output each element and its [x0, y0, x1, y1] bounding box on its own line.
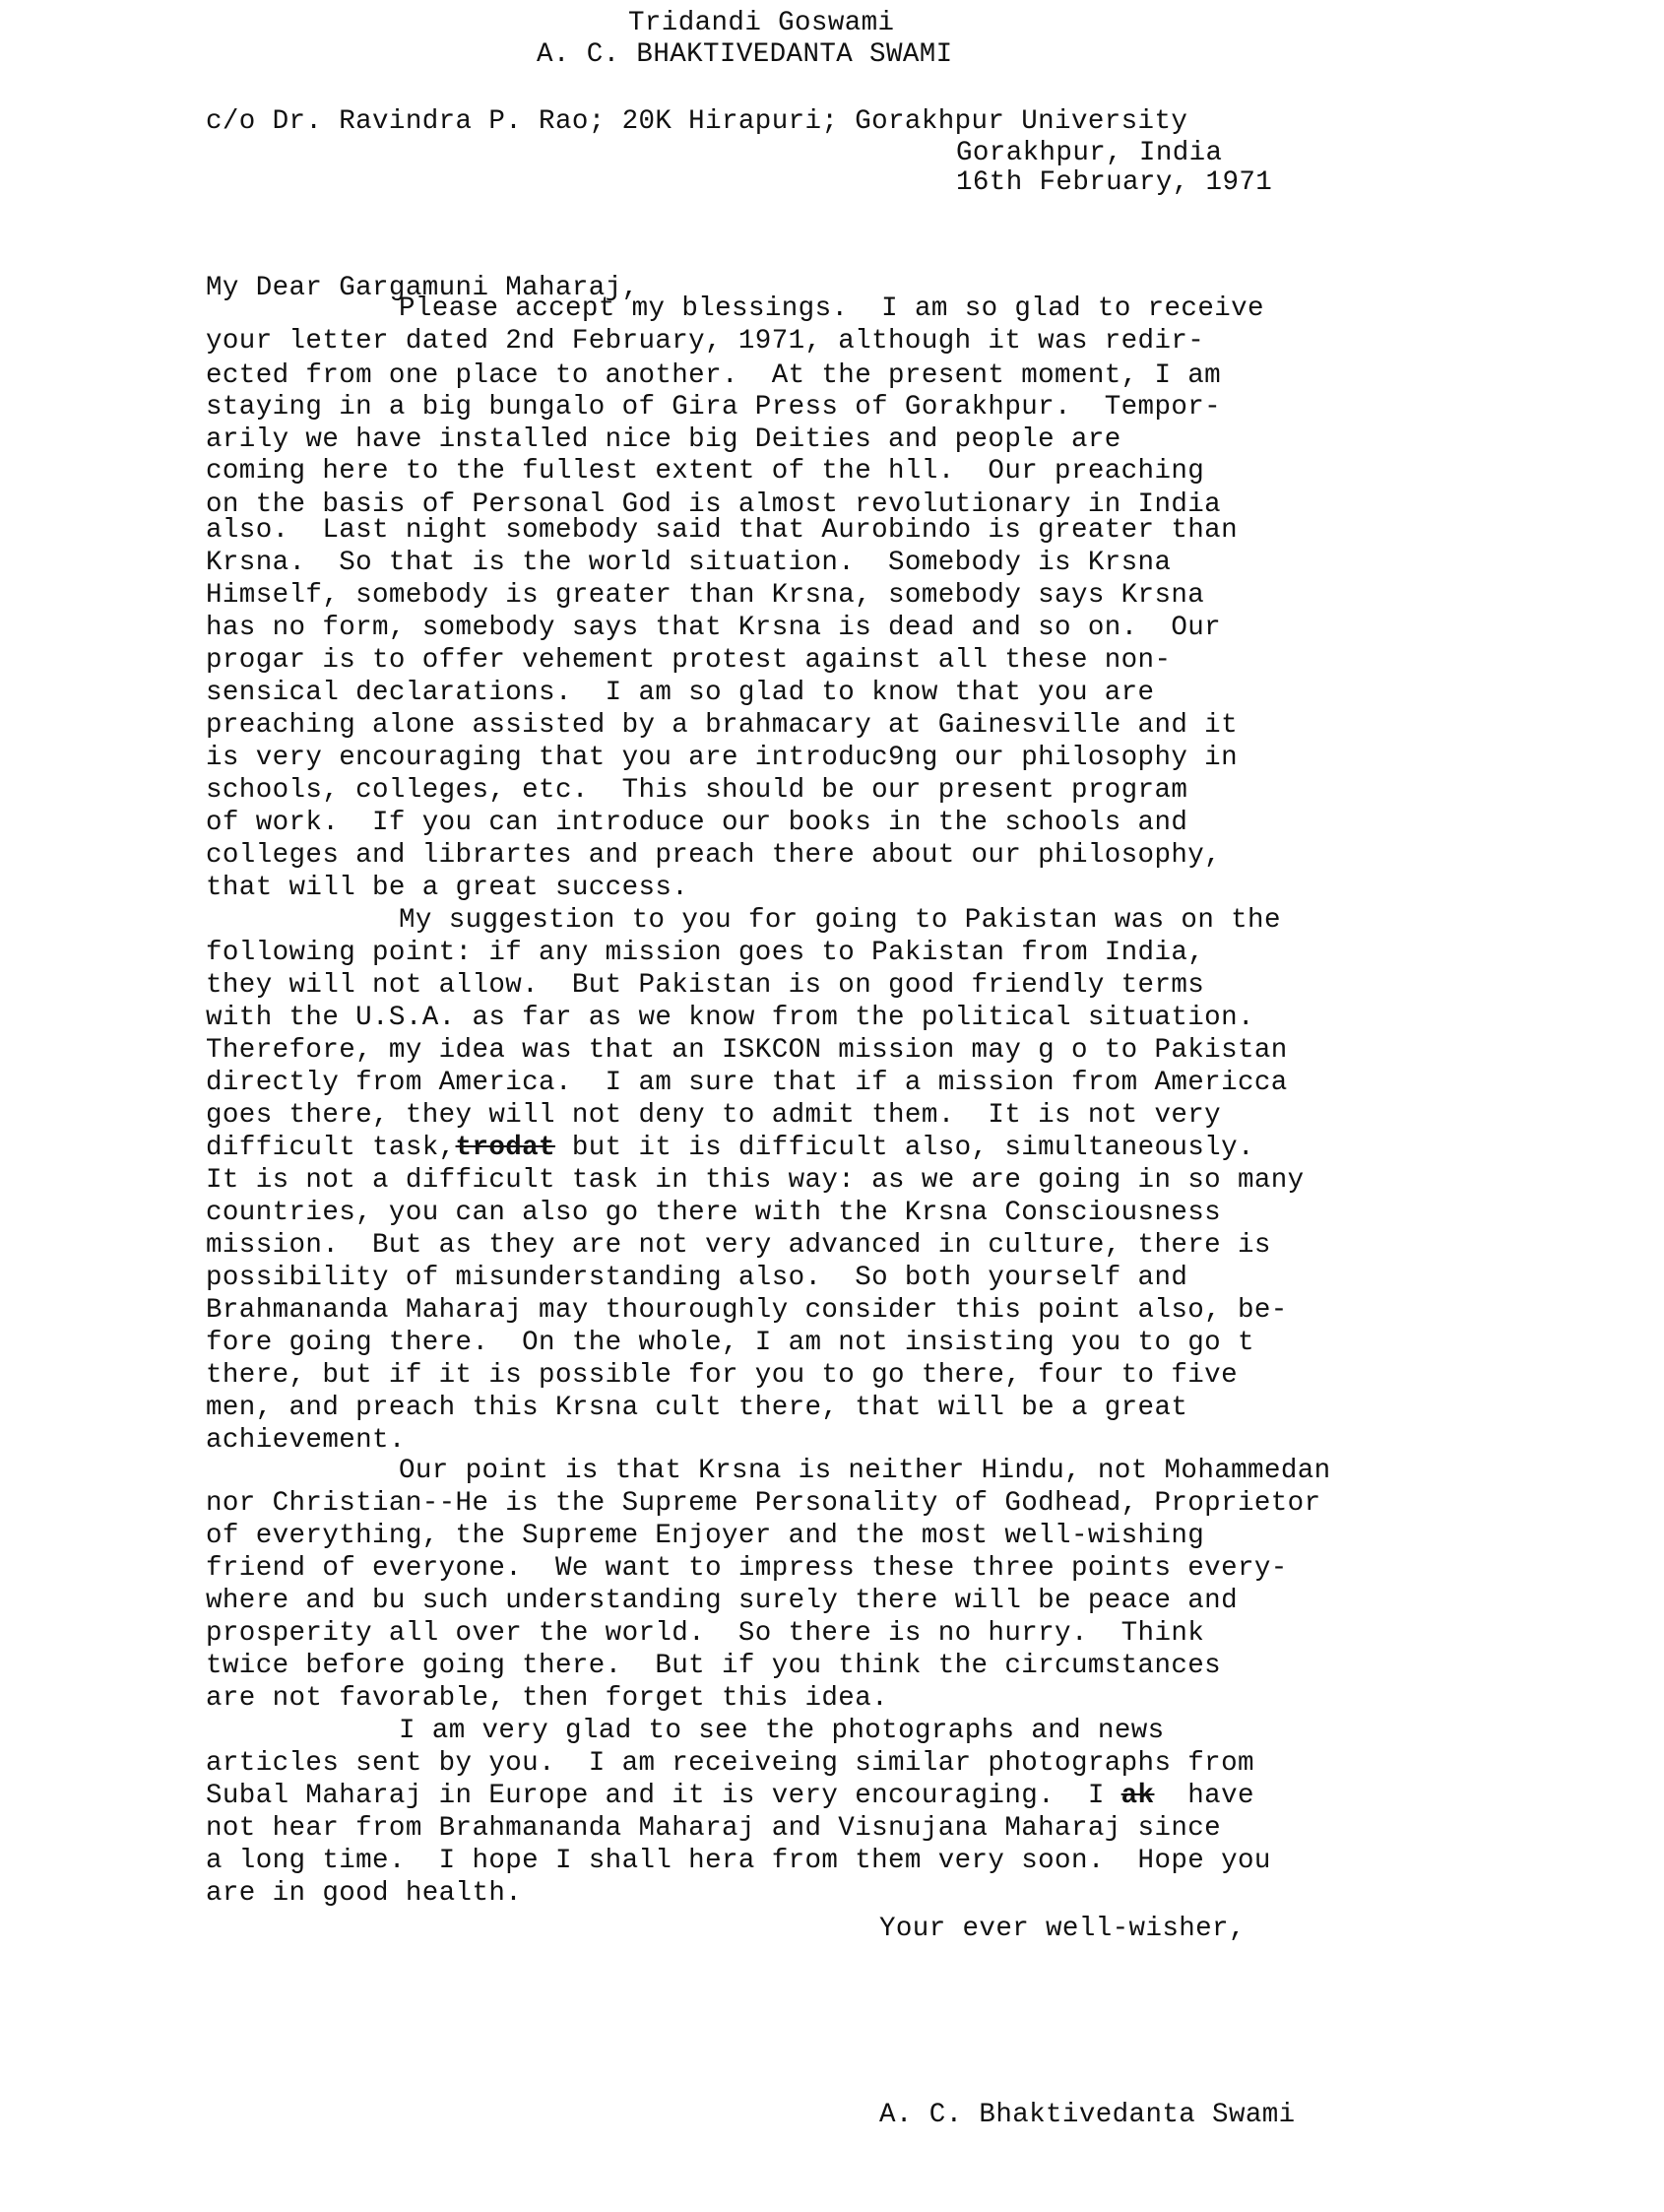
paragraph-1-line: ected from one place to another. At the present moment, I am: [206, 360, 1222, 391]
paragraph-4-line: I am very glad to see the photographs and news: [399, 1716, 1165, 1746]
paragraph-1-line: Himself, somebody is greater than Krsna, somebody says Krsna: [206, 580, 1205, 611]
paragraph-1-line: sensical declarations. I am so glad to know that you are: [206, 678, 1155, 708]
paragraph-1-line: arily we have installed nice big Deities and people are: [206, 424, 1121, 455]
paragraph-2-text: but it is difficult also, simultaneously.: [571, 1133, 1254, 1163]
paragraph-3-line: nor Christian--He is the Supreme Personality of Godhead, Proprietor: [206, 1488, 1321, 1519]
paragraph-2-line: It is not a difficult task in this way: as we are going in so many: [206, 1165, 1305, 1196]
letterhead-title: Tridandi Goswami: [628, 8, 895, 38]
paragraph-3-line: where and bu such understanding surely there will be peace and: [206, 1586, 1238, 1616]
paragraph-4-line: articles sent by you. I am receiveing similar photographs from: [206, 1748, 1254, 1779]
letterhead-name: A. C. BHAKTIVEDANTA SWAMI: [537, 39, 953, 70]
paragraph-1-line: preaching alone assisted by a brahmacary at Gainesville and it: [206, 710, 1238, 741]
paragraph-3-line: twice before going there. But if you think the circumstances: [206, 1651, 1222, 1681]
paragraph-2-line: possibility of misunderstanding also. So both yourself and: [206, 1263, 1188, 1293]
paragraph-1-line: that will be a great success.: [206, 873, 689, 903]
paragraph-2-line: with the U.S.A. as far as we know from the political situation.: [206, 1003, 1254, 1033]
paragraph-2-text: difficult task,: [206, 1133, 456, 1163]
paragraph-1-line: colleges and librartes and preach there about our philosophy,: [206, 840, 1222, 871]
paragraph-1-line: Krsna. So that is the world situation. Somebody is Krsna: [206, 548, 1172, 578]
paragraph-2-line: Therefore, my idea was that an ISKCON mission may g o to Pakistan: [206, 1035, 1288, 1066]
paragraph-4-line: are in good health.: [206, 1878, 523, 1909]
paragraph-4-line: not hear from Brahmananda Maharaj and Visnujana Maharaj since: [206, 1813, 1222, 1844]
letter-date: 16th February, 1971: [956, 167, 1273, 198]
closing: Your ever well-wisher,: [879, 1914, 1246, 1944]
paragraph-1-line: coming here to the fullest extent of the hll. Our preaching: [206, 456, 1205, 487]
paragraph-2-line: [206, 1133, 1254, 1164]
paragraph-1-line: on the basis of Personal God is almost revolutionary in India: [206, 489, 1222, 520]
address-city: Gorakhpur, India: [956, 138, 1223, 168]
paragraph-1-line: staying in a big bungalo of Gira Press of Gorakhpur. Tempor-: [206, 392, 1222, 423]
paragraph-1-line: progar is to offer vehement protest against all these non-: [206, 645, 1172, 676]
paragraph-3-line: Our point is that Krsna is neither Hindu, not Mohammedan: [399, 1456, 1331, 1486]
paragraph-3-line: prosperity all over the world. So there is no hurry. Think: [206, 1618, 1205, 1649]
paragraph-2-line: directly from America. I am sure that if a mission from Americca: [206, 1068, 1288, 1098]
paragraph-1-line: has no form, somebody says that Krsna is dead and so on. Our: [206, 613, 1222, 643]
paragraph-2-line: fore going there. On the whole, I am not insisting you to go t: [206, 1328, 1254, 1358]
signature: A. C. Bhaktivedanta Swami: [879, 2100, 1296, 2130]
paragraph-2-line: following point: if any mission goes to Pakistan from India,: [206, 938, 1205, 968]
paragraph-2-line: they will not allow. But Pakistan is on good friendly terms: [206, 970, 1205, 1001]
paragraph-2-line: there, but if it is possible for you to go there, four to five: [206, 1360, 1238, 1391]
strikeout-text: ak: [1120, 1781, 1155, 1811]
paragraph-1-line: also. Last night somebody said that Aurobindo is greater than: [206, 515, 1238, 546]
paragraph-2-line: men, and preach this Krsna cult there, that will be a great: [206, 1393, 1188, 1423]
paragraph-2-line: My suggestion to you for going to Pakistan was on the: [399, 905, 1281, 936]
paragraph-3-line: are not favorable, then forget this idea.: [206, 1683, 889, 1714]
paragraph-1-line: Please accept my blessings. I am so glad to receive: [399, 293, 1264, 324]
paragraph-1-line: schools, colleges, etc. This should be our present program: [206, 775, 1188, 806]
paragraph-2-line: mission. But as they are not very advanced in culture, there is: [206, 1230, 1271, 1261]
paragraph-1-line: of work. If you can introduce our books in the schools and: [206, 808, 1188, 838]
paragraph-2-line: goes there, they will not deny to admit them. It is not very: [206, 1100, 1222, 1131]
paragraph-2-line: achievement.: [206, 1425, 406, 1456]
paragraph-4-text: have: [1187, 1781, 1254, 1811]
paragraph-4-line: a long time. I hope I shall hera from them very soon. Hope you: [206, 1846, 1271, 1876]
paragraph-2-line: countries, you can also go there with the Krsna Consciousness: [206, 1198, 1222, 1228]
paragraph-4-text: Subal Maharaj in Europe and it is very encouraging. I: [206, 1781, 1105, 1811]
salutation: My Dear Gargamuni Maharaj,: [206, 273, 639, 303]
paragraph-3-line: friend of everyone. We want to impress these three points every-: [206, 1553, 1288, 1584]
paragraph-1-line: is very encouraging that you are introduc9ng our philosophy in: [206, 743, 1238, 773]
address-line: c/o Dr. Ravindra P. Rao; 20K Hirapuri; Gorakhpur University: [206, 106, 1188, 137]
paragraph-3-line: of everything, the Supreme Enjoyer and the most well-wishing: [206, 1521, 1205, 1551]
paragraph-2-line: Brahmananda Maharaj may thouroughly consider this point also, be-: [206, 1295, 1288, 1326]
strikeout-text: trodat: [455, 1133, 555, 1163]
paragraph-4-line: [206, 1781, 1254, 1812]
paragraph-1-line: your letter dated 2nd February, 1971, although it was redir-: [206, 326, 1205, 357]
